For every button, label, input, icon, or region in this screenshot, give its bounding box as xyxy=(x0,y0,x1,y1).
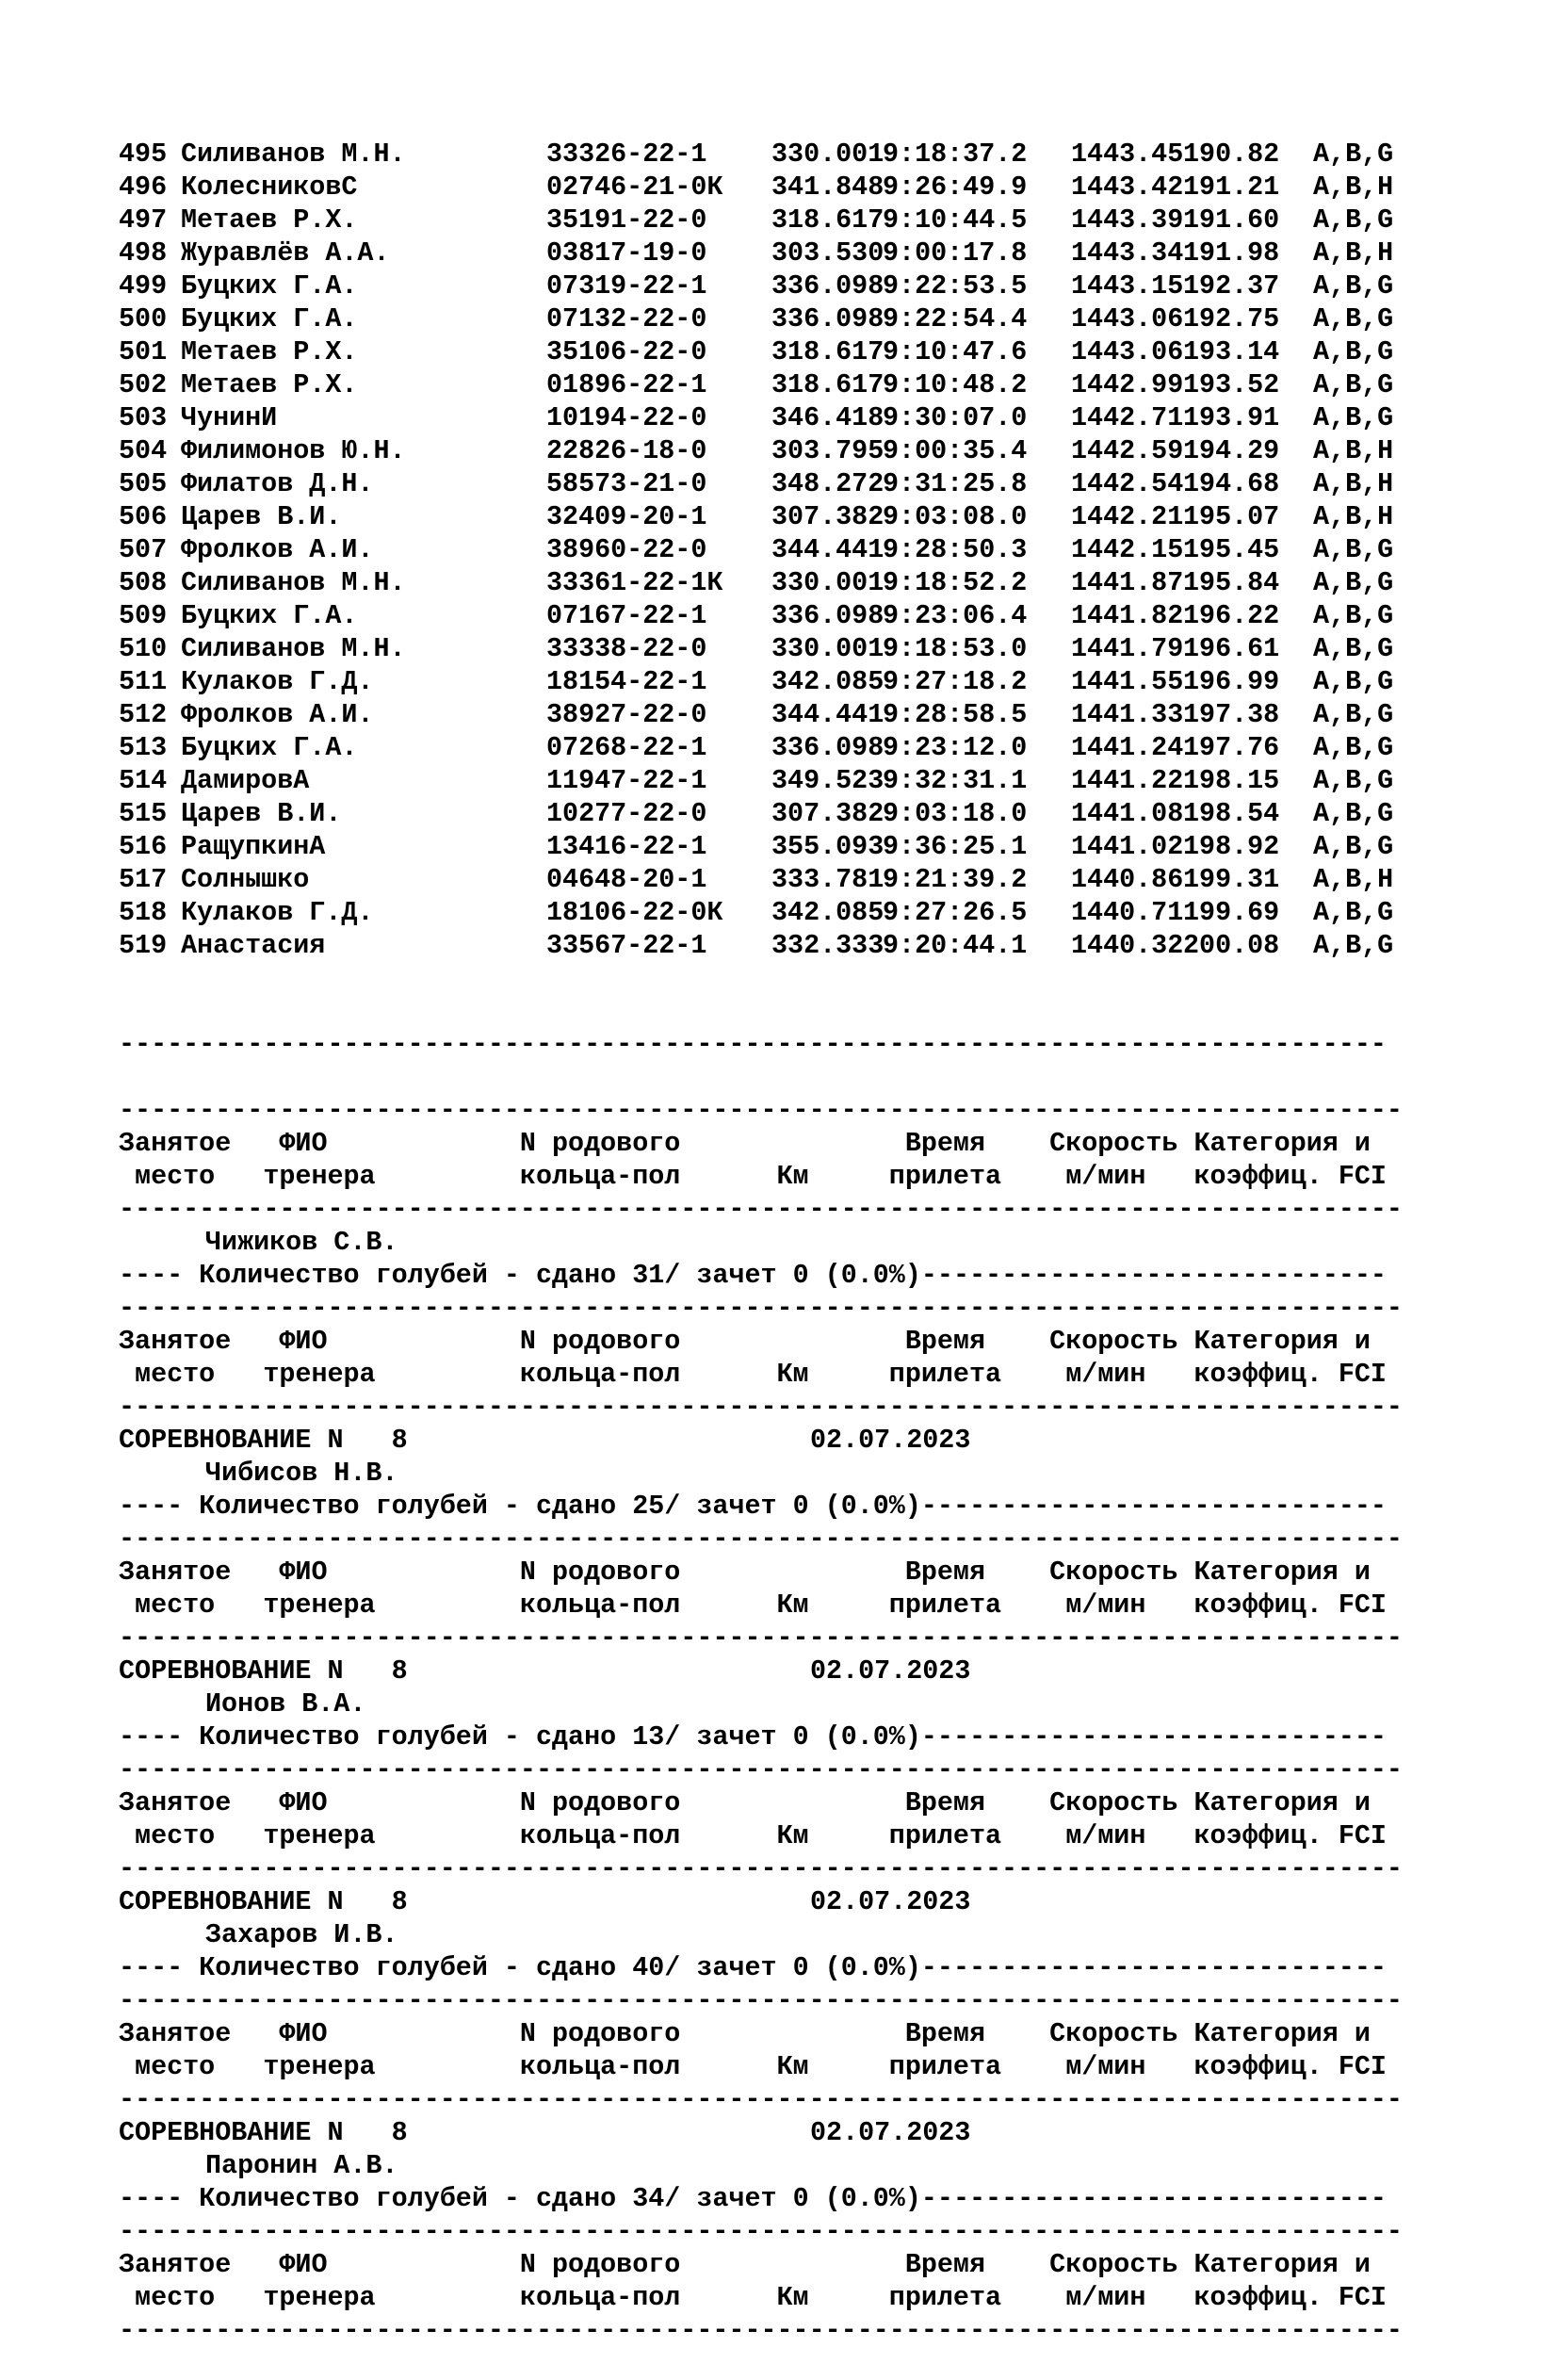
speed-cell: 1441.79 xyxy=(1071,633,1184,664)
distance-cell: 336.098 xyxy=(771,732,884,763)
table-row xyxy=(119,896,1550,929)
ring-number-cell: 35106-22-0 xyxy=(546,336,707,367)
table-row xyxy=(119,632,1550,665)
pigeon-count-line xyxy=(119,1951,1550,1984)
ring-number-cell: 33338-22-0 xyxy=(546,633,707,664)
place-cell: 509 xyxy=(119,600,168,631)
distance-cell: 307.382 xyxy=(771,501,884,532)
speed-cell: 1443.39 xyxy=(1071,204,1184,236)
arrival-time-cell: 9:00:35.4 xyxy=(883,435,1028,466)
trainer-name: Чибисов Н.В. xyxy=(205,1458,398,1489)
count-suffix: / зачет 0 (0.0%) xyxy=(664,1952,921,1983)
table-row xyxy=(119,731,1550,764)
speed-cell: 1443.34 xyxy=(1071,237,1184,269)
arrival-time-cell: 9:26:49.9 xyxy=(883,171,1028,203)
place-cell: 514 xyxy=(119,765,168,796)
trainer-name-cell: Силиванов М.Н. xyxy=(181,567,406,598)
speed-cell: 1441.82 xyxy=(1071,600,1184,631)
coefficient-cell: 199.69 xyxy=(1183,897,1280,928)
table-row xyxy=(119,599,1550,632)
coefficient-cell: 193.52 xyxy=(1183,369,1280,400)
coefficient-cell: 193.14 xyxy=(1183,336,1280,367)
table-row xyxy=(119,830,1550,863)
place-cell: 500 xyxy=(119,303,168,334)
coefficient-cell: 191.98 xyxy=(1183,237,1280,269)
distance-cell: 342.085 xyxy=(771,666,884,697)
arrival-time-cell: 9:23:12.0 xyxy=(883,732,1028,763)
count-prefix: ---- Количество голубей - сдано xyxy=(119,1721,633,1752)
arrival-time-cell: 9:27:26.5 xyxy=(883,897,1028,928)
divider-line: -------------------------------------------------------------------------------- xyxy=(119,1194,1403,1225)
distance-cell: 318.617 xyxy=(771,369,884,400)
table-row xyxy=(119,467,1550,500)
category-cell: A,B,G xyxy=(1313,336,1394,367)
category-cell: A,B,G xyxy=(1313,369,1394,400)
category-cell: A,B,H xyxy=(1313,864,1394,895)
place-cell: 496 xyxy=(119,171,168,203)
table-row xyxy=(119,533,1550,566)
table-row xyxy=(119,335,1550,368)
speed-cell: 1440.71 xyxy=(1071,897,1184,928)
table-row xyxy=(119,171,1550,204)
coefficient-cell: 191.21 xyxy=(1183,171,1280,203)
category-cell: A,B,G xyxy=(1313,270,1394,302)
speed-cell: 1441.24 xyxy=(1071,732,1184,763)
divider-line: -------------------------------------------------------------------------------- xyxy=(119,2084,1403,2115)
trainer-name-cell: Журавлёв А.А. xyxy=(181,237,390,269)
coefficient-cell: 195.84 xyxy=(1183,567,1280,598)
place-cell: 499 xyxy=(119,270,168,302)
ring-number-cell: 03817-19-0 xyxy=(546,237,707,269)
divider-line: -------------------------------------------------------------------------------- xyxy=(119,1392,1403,1423)
competition-label: СОРЕВНОВАНИЕ N 8 xyxy=(119,1655,408,1687)
arrival-time-cell: 9:30:07.0 xyxy=(883,402,1028,433)
divider-line: -------------------------------------------------------------------------------- xyxy=(119,1754,1403,1785)
ring-number-cell: 18154-22-1 xyxy=(546,666,707,697)
coefficient-cell: 192.75 xyxy=(1183,303,1280,334)
category-cell: A,B,G xyxy=(1313,633,1394,664)
divider-line: -------------------------------------------------------------------------------- xyxy=(119,1095,1403,1126)
column-header-line-1: Занятое ФИО N родового Время Скорость Категория и xyxy=(119,1787,1371,1818)
category-cell: A,B,G xyxy=(1313,303,1394,334)
competition-date: 02.07.2023 xyxy=(810,1886,971,1917)
arrival-time-cell: 9:00:17.8 xyxy=(883,237,1028,269)
speed-cell: 1443.45 xyxy=(1071,139,1184,170)
distance-cell: 307.382 xyxy=(771,798,884,829)
table-row xyxy=(119,500,1550,533)
trainer-name-cell: Кулаков Г.Д. xyxy=(181,897,374,928)
table-row xyxy=(119,138,1550,171)
arrival-time-cell: 9:03:18.0 xyxy=(883,798,1028,829)
ring-number-cell: 07319-22-1 xyxy=(546,270,707,302)
trainer-name-cell: Фролков А.И. xyxy=(181,699,374,730)
competition-line xyxy=(119,1424,1550,1457)
pigeon-count-line xyxy=(119,1720,1550,1753)
divider-line: -------------------------------------------------------------------------------- xyxy=(119,1985,1403,2016)
competition-label: СОРЕВНОВАНИЕ N 8 xyxy=(119,1886,408,1917)
results-document xyxy=(119,72,1550,2380)
table-row xyxy=(119,269,1550,302)
trainer-blocks xyxy=(119,1028,1550,2347)
column-header-line-2: место тренера кольца-пол Км прилета м/мин коэффиц. FCI xyxy=(119,2051,1387,2082)
distance-cell: 318.617 xyxy=(771,204,884,236)
trainer-name-cell: Силиванов М.Н. xyxy=(181,633,406,664)
trainer-name-cell: Буцких Г.А. xyxy=(181,303,358,334)
trainer-name-cell: Буцких Г.А. xyxy=(181,732,358,763)
category-cell: A,B,G xyxy=(1313,765,1394,796)
column-header-line-2: место тренера кольца-пол Км прилета м/мин коэффиц. FCI xyxy=(119,1820,1387,1851)
ring-number-cell: 10194-22-0 xyxy=(546,402,707,433)
distance-cell: 348.272 xyxy=(771,468,884,499)
speed-cell: 1440.32 xyxy=(1071,930,1184,961)
coefficient-cell: 197.76 xyxy=(1183,732,1280,763)
competition-line xyxy=(119,2116,1550,2149)
count-tail: ----------------------------- xyxy=(920,1952,1387,1983)
arrival-time-cell: 9:10:44.5 xyxy=(883,204,1028,236)
distance-cell: 336.098 xyxy=(771,303,884,334)
category-cell: A,B,G xyxy=(1313,699,1394,730)
speed-cell: 1442.54 xyxy=(1071,468,1184,499)
place-cell: 495 xyxy=(119,139,168,170)
coefficient-cell: 198.15 xyxy=(1183,765,1280,796)
count-tail: ----------------------------- xyxy=(920,1721,1387,1752)
arrival-time-cell: 9:28:58.5 xyxy=(883,699,1028,730)
place-cell: 518 xyxy=(119,897,168,928)
arrival-time-cell: 9:10:47.6 xyxy=(883,336,1028,367)
pigeon-count-line xyxy=(119,1490,1550,1523)
count-value: 25 xyxy=(632,1491,665,1522)
coefficient-cell: 190.82 xyxy=(1183,139,1280,170)
count-tail: ----------------------------- xyxy=(920,1260,1387,1291)
divider-line: ------------------------------------------------------------------------------- xyxy=(119,1029,1387,1060)
trainer-name-cell: Фролков А.И. xyxy=(181,534,374,565)
place-cell: 510 xyxy=(119,633,168,664)
place-cell: 512 xyxy=(119,699,168,730)
speed-cell: 1442.21 xyxy=(1071,501,1184,532)
count-suffix: / зачет 0 (0.0%) xyxy=(664,1260,921,1291)
arrival-time-cell: 9:18:37.2 xyxy=(883,139,1028,170)
ring-number-cell: 10277-22-0 xyxy=(546,798,707,829)
speed-cell: 1443.06 xyxy=(1071,303,1184,334)
trainer-name-cell: Анастасия xyxy=(181,930,326,961)
column-header-line-2: место тренера кольца-пол Км прилета м/мин коэффиц. FCI xyxy=(119,1359,1387,1390)
ring-number-cell: 07167-22-1 xyxy=(546,600,707,631)
count-prefix: ---- Количество голубей - сдано xyxy=(119,1952,633,1983)
ring-number-cell: 58573-21-0 xyxy=(546,468,707,499)
trainer-name-cell: КолесниковС xyxy=(181,171,358,203)
category-cell: A,B,G xyxy=(1313,600,1394,631)
category-cell: A,B,G xyxy=(1313,139,1394,170)
count-suffix: / зачет 0 (0.0%) xyxy=(664,1491,921,1522)
place-cell: 508 xyxy=(119,567,168,598)
coefficient-cell: 198.92 xyxy=(1183,831,1280,862)
speed-cell: 1443.06 xyxy=(1071,336,1184,367)
trainer-name: Паронин А.В. xyxy=(205,2150,398,2181)
divider-line: -------------------------------------------------------------------------------- xyxy=(119,1524,1403,1555)
distance-cell: 330.001 xyxy=(771,633,884,664)
table-row xyxy=(119,566,1550,599)
column-header-line-1: Занятое ФИО N родового Время Скорость Категория и xyxy=(119,1326,1371,1357)
trainer-name-cell: Метаев Р.Х. xyxy=(181,204,358,236)
coefficient-cell: 195.45 xyxy=(1183,534,1280,565)
trainer-name-cell: Метаев Р.Х. xyxy=(181,336,358,367)
competition-label: СОРЕВНОВАНИЕ N 8 xyxy=(119,1425,408,1456)
category-cell: A,B,H xyxy=(1313,501,1394,532)
count-tail: ----------------------------- xyxy=(920,2183,1387,2214)
ring-number-cell: 38927-22-0 xyxy=(546,699,707,730)
trainer-name-cell: Филимонов Ю.Н. xyxy=(181,435,406,466)
coefficient-cell: 197.38 xyxy=(1183,699,1280,730)
distance-cell: 330.001 xyxy=(771,139,884,170)
table-row xyxy=(119,929,1550,962)
column-header-line-1: Занятое ФИО N родового Время Скорость Категория и xyxy=(119,1128,1371,1159)
table-row xyxy=(119,797,1550,830)
category-cell: A,B,G xyxy=(1313,831,1394,862)
category-cell: A,B,H xyxy=(1313,237,1394,269)
speed-cell: 1440.86 xyxy=(1071,864,1184,895)
ring-number-cell: 33326-22-1 xyxy=(546,139,707,170)
coefficient-cell: 200.08 xyxy=(1183,930,1280,961)
coefficient-cell: 192.37 xyxy=(1183,270,1280,302)
place-cell: 501 xyxy=(119,336,168,367)
arrival-time-cell: 9:28:50.3 xyxy=(883,534,1028,565)
competition-date: 02.07.2023 xyxy=(810,1655,971,1687)
category-cell: A,B,G xyxy=(1313,897,1394,928)
place-cell: 519 xyxy=(119,930,168,961)
coefficient-cell: 199.31 xyxy=(1183,864,1280,895)
pigeon-count-line xyxy=(119,2182,1550,2215)
trainer-name-cell: Кулаков Г.Д. xyxy=(181,666,374,697)
trainer-name-cell: Царев В.И. xyxy=(181,501,342,532)
speed-cell: 1442.59 xyxy=(1071,435,1184,466)
trainer-name-cell: Царев В.И. xyxy=(181,798,342,829)
trainer-name-cell: Солнышко xyxy=(181,864,310,895)
ring-number-cell: 32409-20-1 xyxy=(546,501,707,532)
ring-number-cell: 18106-22-0К xyxy=(546,897,723,928)
competition-label: СОРЕВНОВАНИЕ N 8 xyxy=(119,2117,408,2148)
table-row xyxy=(119,204,1550,236)
place-cell: 502 xyxy=(119,369,168,400)
place-cell: 498 xyxy=(119,237,168,269)
place-cell: 504 xyxy=(119,435,168,466)
ring-number-cell: 04648-20-1 xyxy=(546,864,707,895)
speed-cell: 1443.42 xyxy=(1071,171,1184,203)
place-cell: 507 xyxy=(119,534,168,565)
competition-line xyxy=(119,1885,1550,1918)
competition-date: 02.07.2023 xyxy=(810,2117,971,2148)
category-cell: A,B,G xyxy=(1313,666,1394,697)
table-row xyxy=(119,665,1550,698)
place-cell: 513 xyxy=(119,732,168,763)
speed-cell: 1441.02 xyxy=(1071,831,1184,862)
distance-cell: 333.781 xyxy=(771,864,884,895)
ring-number-cell: 02746-21-0К xyxy=(546,171,723,203)
distance-cell: 342.085 xyxy=(771,897,884,928)
arrival-time-cell: 9:03:08.0 xyxy=(883,501,1028,532)
speed-cell: 1443.15 xyxy=(1071,270,1184,302)
trainer-name-cell: Филатов Д.Н. xyxy=(181,468,374,499)
competition-date: 02.07.2023 xyxy=(810,1425,971,1456)
place-cell: 503 xyxy=(119,402,168,433)
arrival-time-cell: 9:21:39.2 xyxy=(883,864,1028,895)
arrival-time-cell: 9:20:44.1 xyxy=(883,930,1028,961)
ring-number-cell: 33361-22-1К xyxy=(546,567,723,598)
divider-line: -------------------------------------------------------------------------------- xyxy=(119,1293,1403,1324)
trainer-name-cell: Буцких Г.А. xyxy=(181,600,358,631)
speed-cell: 1442.99 xyxy=(1071,369,1184,400)
table-row xyxy=(119,698,1550,731)
coefficient-cell: 194.29 xyxy=(1183,435,1280,466)
category-cell: A,B,G xyxy=(1313,204,1394,236)
category-cell: A,B,H xyxy=(1313,468,1394,499)
count-prefix: ---- Количество голубей - сдано xyxy=(119,1260,633,1291)
trainer-name: Захаров И.В. xyxy=(205,1919,398,1950)
place-cell: 497 xyxy=(119,204,168,236)
arrival-time-cell: 9:22:54.4 xyxy=(883,303,1028,334)
arrival-time-cell: 9:36:25.1 xyxy=(883,831,1028,862)
ring-number-cell: 33567-22-1 xyxy=(546,930,707,961)
place-cell: 506 xyxy=(119,501,168,532)
speed-cell: 1442.71 xyxy=(1071,402,1184,433)
distance-cell: 332.333 xyxy=(771,930,884,961)
speed-cell: 1441.33 xyxy=(1071,699,1184,730)
category-cell: A,B,G xyxy=(1313,402,1394,433)
ring-number-cell: 35191-22-0 xyxy=(546,204,707,236)
trainer-name-cell: ЧунинИ xyxy=(181,402,278,433)
table-row xyxy=(119,368,1550,401)
distance-cell: 330.001 xyxy=(771,567,884,598)
category-cell: A,B,H xyxy=(1313,171,1394,203)
arrival-time-cell: 9:22:53.5 xyxy=(883,270,1028,302)
category-cell: A,B,G xyxy=(1313,930,1394,961)
distance-cell: 336.098 xyxy=(771,600,884,631)
distance-cell: 349.523 xyxy=(771,765,884,796)
arrival-time-cell: 9:27:18.2 xyxy=(883,666,1028,697)
count-suffix: / зачет 0 (0.0%) xyxy=(664,2183,921,2214)
table-row xyxy=(119,302,1550,335)
distance-cell: 318.617 xyxy=(771,336,884,367)
table-row xyxy=(119,863,1550,896)
trainer-name-cell: Метаев Р.Х. xyxy=(181,369,358,400)
ring-number-cell: 07132-22-0 xyxy=(546,303,707,334)
divider-line: -------------------------------------------------------------------------------- xyxy=(119,1853,1403,1884)
coefficient-cell: 196.99 xyxy=(1183,666,1280,697)
coefficient-cell: 191.60 xyxy=(1183,204,1280,236)
count-value: 13 xyxy=(632,1721,665,1752)
column-header-line-2: место тренера кольца-пол Км прилета м/мин коэффиц. FCI xyxy=(119,1589,1387,1621)
coefficient-cell: 193.91 xyxy=(1183,402,1280,433)
speed-cell: 1441.08 xyxy=(1071,798,1184,829)
pigeon-count-line xyxy=(119,1259,1550,1292)
trainer-name: Ионов В.А. xyxy=(205,1688,366,1720)
results-table xyxy=(119,138,1550,962)
ring-number-cell: 38960-22-0 xyxy=(546,534,707,565)
count-value: 34 xyxy=(632,2183,665,2214)
trainer-name-cell: Силиванов М.Н. xyxy=(181,139,406,170)
coefficient-cell: 194.68 xyxy=(1183,468,1280,499)
column-header-line-1: Занятое ФИО N родового Время Скорость Категория и xyxy=(119,1557,1371,1588)
distance-cell: 303.795 xyxy=(771,435,884,466)
distance-cell: 355.093 xyxy=(771,831,884,862)
distance-cell: 336.098 xyxy=(771,270,884,302)
ring-number-cell: 13416-22-1 xyxy=(546,831,707,862)
speed-cell: 1442.15 xyxy=(1071,534,1184,565)
table-row xyxy=(119,434,1550,467)
count-suffix: / зачет 0 (0.0%) xyxy=(664,1721,921,1752)
divider-line: -------------------------------------------------------------------------------- xyxy=(119,2315,1403,2346)
arrival-time-cell: 9:18:52.2 xyxy=(883,567,1028,598)
trainer-name-cell: ДамировА xyxy=(181,765,310,796)
place-cell: 505 xyxy=(119,468,168,499)
place-cell: 511 xyxy=(119,666,168,697)
arrival-time-cell: 9:31:25.8 xyxy=(883,468,1028,499)
divider-line: -------------------------------------------------------------------------------- xyxy=(119,1622,1403,1654)
distance-cell: 341.848 xyxy=(771,171,884,203)
arrival-time-cell: 9:10:48.2 xyxy=(883,369,1028,400)
column-header-line-2: место тренера кольца-пол Км прилета м/мин коэффиц. FCI xyxy=(119,2282,1387,2313)
trainer-name-cell: РащупкинА xyxy=(181,831,326,862)
divider-line: -------------------------------------------------------------------------------- xyxy=(119,2216,1403,2247)
column-header-line-1: Занятое ФИО N родового Время Скорость Категория и xyxy=(119,2249,1371,2280)
ring-number-cell: 07268-22-1 xyxy=(546,732,707,763)
column-header-line-2: место тренера кольца-пол Км прилета м/мин коэффиц. FCI xyxy=(119,1161,1387,1192)
ring-number-cell: 11947-22-1 xyxy=(546,765,707,796)
category-cell: A,B,G xyxy=(1313,732,1394,763)
distance-cell: 303.530 xyxy=(771,237,884,269)
ring-number-cell: 01896-22-1 xyxy=(546,369,707,400)
trainer-name-cell: Буцких Г.А. xyxy=(181,270,358,302)
place-cell: 516 xyxy=(119,831,168,862)
distance-cell: 344.441 xyxy=(771,534,884,565)
speed-cell: 1441.55 xyxy=(1071,666,1184,697)
speed-cell: 1441.87 xyxy=(1071,567,1184,598)
arrival-time-cell: 9:18:53.0 xyxy=(883,633,1028,664)
coefficient-cell: 198.54 xyxy=(1183,798,1280,829)
table-row xyxy=(119,401,1550,434)
distance-cell: 346.418 xyxy=(771,402,884,433)
coefficient-cell: 196.61 xyxy=(1183,633,1280,664)
arrival-time-cell: 9:23:06.4 xyxy=(883,600,1028,631)
count-value: 31 xyxy=(632,1260,665,1291)
place-cell: 517 xyxy=(119,864,168,895)
count-prefix: ---- Количество голубей - сдано xyxy=(119,2183,633,2214)
trainer-name: Чижиков С.В. xyxy=(205,1227,398,1258)
distance-cell: 344.441 xyxy=(771,699,884,730)
coefficient-cell: 195.07 xyxy=(1183,501,1280,532)
count-tail: ----------------------------- xyxy=(920,1491,1387,1522)
competition-line xyxy=(119,1655,1550,1687)
category-cell: A,B,H xyxy=(1313,435,1394,466)
speed-cell: 1441.22 xyxy=(1071,765,1184,796)
category-cell: A,B,G xyxy=(1313,567,1394,598)
place-cell: 515 xyxy=(119,798,168,829)
count-prefix: ---- Количество голубей - сдано xyxy=(119,1491,633,1522)
category-cell: A,B,G xyxy=(1313,534,1394,565)
table-row xyxy=(119,764,1550,797)
coefficient-cell: 196.22 xyxy=(1183,600,1280,631)
ring-number-cell: 22826-18-0 xyxy=(546,435,707,466)
category-cell: A,B,G xyxy=(1313,798,1394,829)
arrival-time-cell: 9:32:31.1 xyxy=(883,765,1028,796)
count-value: 40 xyxy=(632,1952,665,1983)
column-header-line-1: Занятое ФИО N родового Время Скорость Категория и xyxy=(119,2018,1371,2049)
table-row xyxy=(119,236,1550,269)
